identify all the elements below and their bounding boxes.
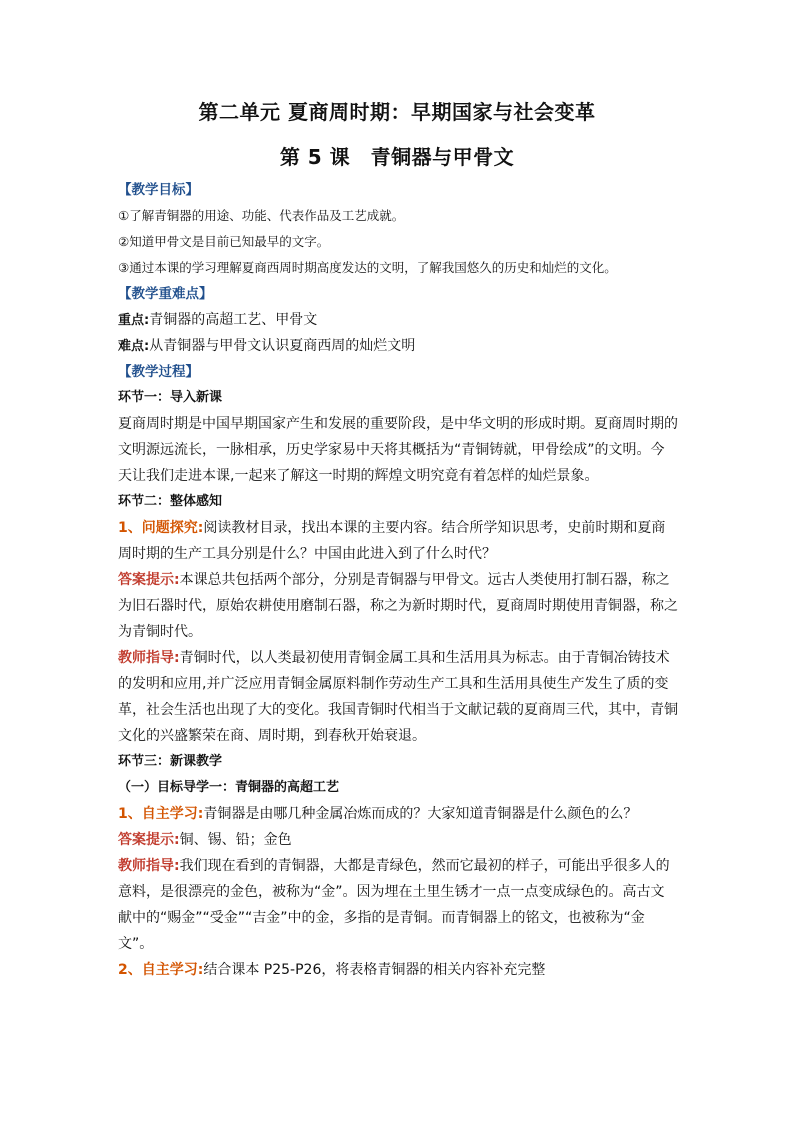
difficult-point-label: 难点: xyxy=(118,339,150,354)
teacher1-label: 教师指导: xyxy=(118,650,180,666)
question1-text-1: 阅读教材目录，找出本课的主要内容。结合所学知识思考，史前时期和夏商 xyxy=(203,520,666,536)
answer1-line-2: 为旧石器时代，原始农耕使用磨制石器，称之为新时期时代，夏商周时期使用青铜器，称之 xyxy=(118,598,678,614)
question2-line xyxy=(118,801,678,827)
question1-prefix: 1、 xyxy=(118,520,142,536)
question1-line-2: 周时期的生产工具分别是什么？中国由此进入到了什么时代？ xyxy=(118,546,496,562)
question3-line xyxy=(118,957,678,983)
teacher1-line-1 xyxy=(118,645,678,671)
answer2-text: 铜、锡、铅；金色 xyxy=(179,832,292,848)
teacher2-line-4: 文”。 xyxy=(118,936,154,952)
subgoal1-heading: （一）目标导学一：青铜器的高超工艺 xyxy=(118,780,340,795)
step2-heading: 环节二：整体感知 xyxy=(118,494,223,509)
question3-label: 2、自主学习: xyxy=(118,962,204,978)
teacher2-line-3: 献中的“赐金”“受金”“吉金”中的金，多指的是青铜。而青铜器上的铭文，也被称为“金 xyxy=(118,910,645,926)
question1-label: 问题探究: xyxy=(141,520,204,536)
question3-text: 结合课本 P25-P26，将表格青铜器的相关内容补充完整 xyxy=(203,962,546,978)
key-point-line xyxy=(118,307,678,333)
difficult-point-text: 从青铜器与甲骨文认识夏商西周的灿烂文明 xyxy=(149,338,416,354)
document-body xyxy=(118,177,678,983)
unit-title: 第二单元 夏商周时期：早期国家与社会变革 xyxy=(198,100,596,124)
answer1-line-3: 为青铜时代。 xyxy=(118,624,202,640)
answer1-text-1: 本课总共包括两个部分，分别是青铜器与甲骨文。远古人类使用打制石器，称之 xyxy=(179,572,670,588)
question2-prefix: 1、 xyxy=(118,806,142,822)
goal-item-2: ②知道甲骨文是目前已知最早的文字。 xyxy=(118,234,330,249)
question1-line-1 xyxy=(118,515,678,541)
answer1-label: 答案提示: xyxy=(118,572,180,588)
goals-heading: 【教学目标】 xyxy=(118,182,199,198)
difficult-point-line xyxy=(118,333,678,359)
question2-label: 自主学习: xyxy=(141,806,204,822)
teacher1-line-4: 文化的兴盛繁荣在商、周时期，到春秋开始衰退。 xyxy=(118,728,426,744)
teacher1-text-1: 青铜时代，以人类最初使用青铜金属工具和生活用具为标志。由于青铜冶铸技术 xyxy=(179,650,670,666)
step3-heading: 环节三：新课教学 xyxy=(118,754,223,769)
teacher2-line-1 xyxy=(118,853,678,879)
teacher2-line-2: 意料，是很漂亮的金色，被称为“金”。因为埋在土里生锈才一点一点变成绿色的。高古文 xyxy=(118,884,665,900)
step1-line-3: 天让我们走进本课,一起来了解这一时期的辉煌文明究竟有着怎样的灿烂景象。 xyxy=(118,468,599,484)
key-points-heading: 【教学重难点】 xyxy=(118,286,213,302)
step1-line-2: 文明源远流长，一脉相承，历史学家易中天将其概括为“青铜铸就，甲骨绘成”的文明。今 xyxy=(118,442,665,458)
question2-text: 青铜器是由哪几种金属冶炼而成的？大家知道青铜器是什么颜色的么？ xyxy=(203,806,638,822)
teacher2-label: 教师指导: xyxy=(118,858,180,874)
goal-item-1: ①了解青铜器的用途、功能、代表作品及工艺成就。 xyxy=(118,208,405,223)
key-point-label: 重点: xyxy=(118,313,150,328)
lesson-title: 第 5 课 青铜器与甲骨文 xyxy=(279,145,515,169)
answer2-line xyxy=(118,827,678,853)
step1-heading: 环节一：导入新课 xyxy=(118,390,223,405)
answer2-label: 答案提示: xyxy=(118,832,180,848)
teacher1-line-2: 的发明和应用,并广泛应用青铜金属原料制作劳动生产工具和生活用具使生产发生了质的变 xyxy=(118,676,669,692)
teacher1-line-3: 革，社会生活也出现了大的变化。我国青铜时代相当于文献记载的夏商周三代，其中，青铜 xyxy=(118,702,678,718)
process-heading: 【教学过程】 xyxy=(118,364,199,380)
key-point-text: 青铜器的高超工艺、甲骨文 xyxy=(149,312,318,328)
step1-line-1: 夏商周时期是中国早期国家产生和发展的重要阶段，是中华文明的形成时期。夏商周时期的 xyxy=(118,416,678,432)
teacher2-text-1: 我们现在看到的青铜器，大都是青绿色，然而它最初的样子，可能出乎很多人的 xyxy=(179,858,670,874)
goal-item-3: ③通过本课的学习理解夏商西周时期高度发达的文明，了解我国悠久的历史和灿烂的文化。 xyxy=(118,260,617,275)
answer1-line-1 xyxy=(118,567,678,593)
